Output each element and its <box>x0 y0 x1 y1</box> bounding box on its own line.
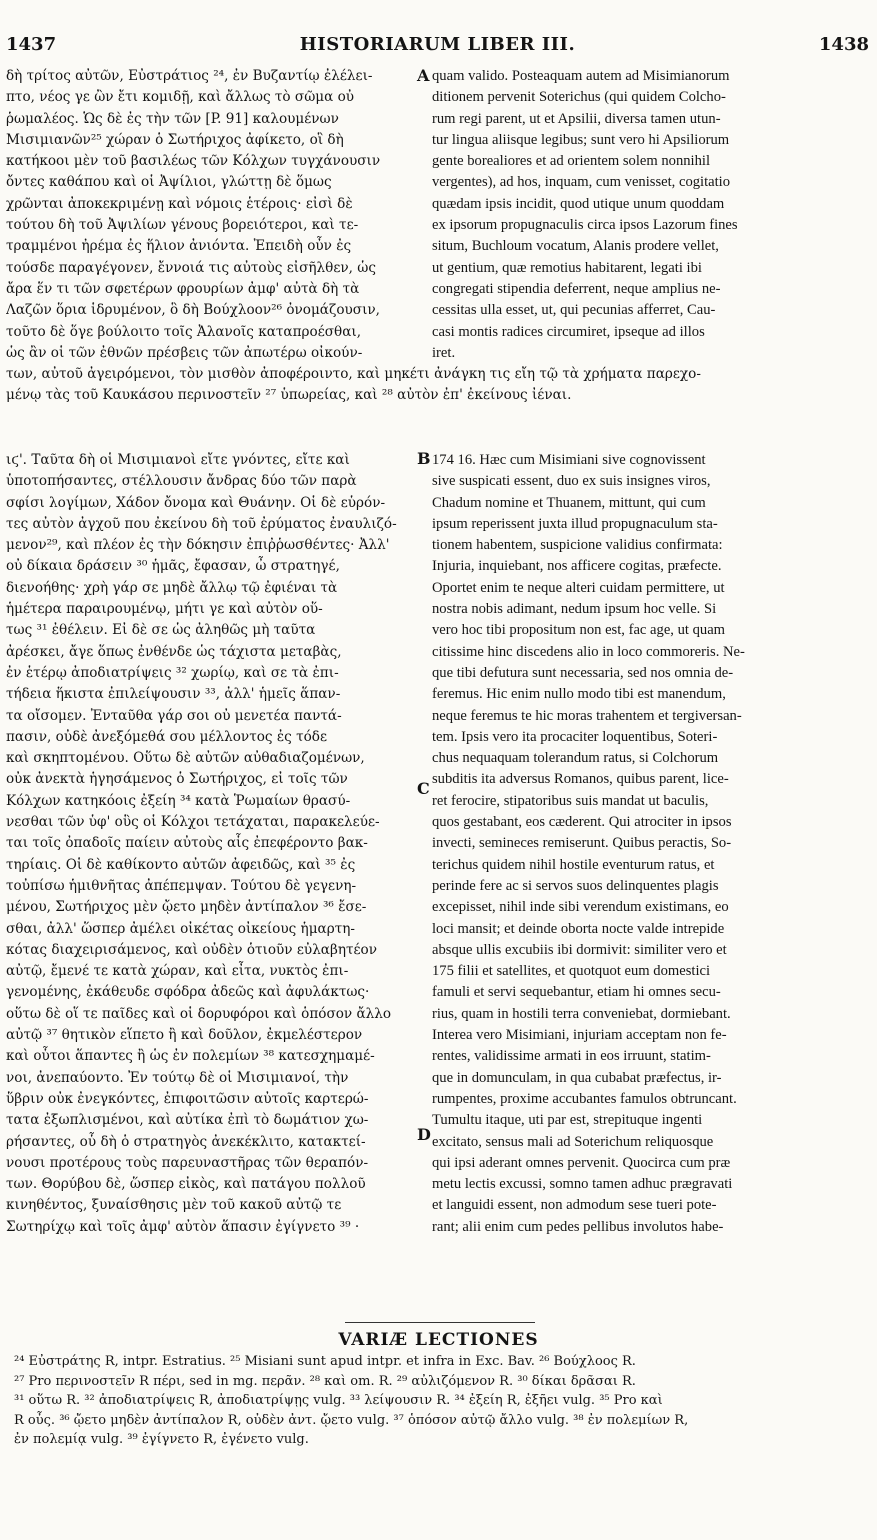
text-line: ὡς ἂν οἱ τῶν ἐθνῶν πρέσβεις τῶν ἀπωτέρω οἰκούν- <box>6 344 363 361</box>
variae-lectiones-title: VARIÆ LECTIONES <box>338 1330 539 1350</box>
text-line: rentes, validissime armati in eos irruunt, statim- <box>432 1048 711 1065</box>
text-line: rius, quam in hostili terra conveniebat, dormiebant. <box>432 1005 731 1022</box>
text-line: ²⁷ Pro περινοστεῖν R πέρι, sed in mg. περᾶν. ²⁸ καὶ om. R. ²⁹ αὐλιζόμενον R. ³⁰ δίκαι δρᾶσαι R. <box>14 1373 636 1389</box>
text-line: τοὐπίσω ἡμιθνῆτας ἀπέπεμψαν. Τούτου δὲ γεγενη- <box>6 877 357 894</box>
text-line: 174 16. Hæc cum Misimiani sive cognovissent <box>432 452 706 468</box>
text-line: ἀρέσκει, ἄγε ὅπως ἐνθένδε ὡς τάχιστα μεταβὰς, <box>6 643 342 660</box>
text-line: κινηθέντος, ξυναίσθησις μὲν τοῦ κακοῦ αὐτῷ τε <box>6 1197 342 1214</box>
text-line: ut gentium, quæ remotius habitarent, legati ibi <box>432 259 702 276</box>
text-line: absque ullis excubiis ibi dormivit: similiter vero et <box>432 941 727 958</box>
margin-marker-b: B <box>417 449 431 468</box>
text-line: tionem habentem, suspicione validius confirmata: <box>432 537 723 554</box>
text-line: δὴ τρίτος αὐτῶν, Εὐστράτιος ²⁴, ἐν Βυζαντίῳ ἐλέλει- <box>6 68 373 84</box>
text-line: situm, Buchloum vocatum, Alanis prodere vellet, <box>432 238 719 255</box>
text-line: καὶ σκηπτομένου. Οὕτω δὲ αὐτῶν αὐθαδιαζομένων, <box>6 750 365 767</box>
text-line: ὄντες καθάπου καὶ οἱ Ἀψίλιοι, γλώττῃ δὲ ὅμως <box>6 174 332 191</box>
text-line: ιϛ'. Ταῦτα δὴ οἱ Μισιμιανοὶ εἴτε γνόντες, εἴτε καὶ <box>6 452 350 468</box>
text-line: αὐτῷ ³⁷ θητικὸν εἵπετο ἢ καὶ δοῦλον, ἐκμελέστερον <box>6 1027 363 1044</box>
left-page-number: 1437 <box>6 34 57 55</box>
text-line: iret. <box>432 344 456 361</box>
text-line: casi montis radices circumiret, ipseque ad illos <box>432 323 705 340</box>
text-line: γενομένης, ἐκάθευδε σφόδρα ἀδεῶς καὶ ἀφυλάκτως· <box>6 984 370 1001</box>
text-line: ὕβριν οὐκ ἐνεγκόντες, ἐπιφοιτῶσιν αὐτοῖς καρτερώ- <box>6 1090 369 1107</box>
text-line: ῥωμαλέος. Ὡς δὲ ἐς τὴν τῶν [P. 91] καλουμένων <box>6 110 339 127</box>
text-line: tem. Ipsis vero ita procaciter loquentibus, Soteri- <box>432 728 718 745</box>
text-line: ipsum reperissent juxta illud propugnaculum sta- <box>432 515 718 532</box>
text-line: excepisset, nihil inde sibi verendum existimans, eo <box>432 899 729 916</box>
text-line: terichus quidem nihil hostile eventurum ratus, et <box>432 856 715 873</box>
text-line: et languidi essent, non admodum sese tueri pote- <box>432 1197 717 1214</box>
text-line: τραμμένοι ἠρέμα ἐς ἥλιον ἀνιόντα. Ἐπειδὴ οὖν ἐς <box>6 238 352 255</box>
text-line: vergentes), ad hos, inquam, cum venisset, cogitatio <box>432 174 731 191</box>
text-line: Tumultu itaque, uti par est, strepituque ingenti <box>432 1112 703 1129</box>
text-line: que in domunculam, in qua cubabat præfectus, ir- <box>432 1069 722 1086</box>
text-line: σφίσι λογίμων, Χάδον ὄνομα καὶ Θυάνην. Οἱ δὲ εὑρόν- <box>6 494 386 511</box>
text-line: ὑποτοπήσαντες, στέλλουσιν ἄνδρας δύο τῶν παρὰ <box>6 473 357 490</box>
text-line: neque feremus te hic moras trahentem et tergiversan- <box>432 707 742 724</box>
text-line: ἐν πολεμίᾳ vulg. ³⁹ ἐγίγνετο R, ἐγένετο vulg. <box>14 1432 309 1447</box>
latin-column-bottom <box>432 450 852 1238</box>
latin-column-top <box>432 66 852 364</box>
text-line: ditionem pervenit Soterichus (qui quidem Colcho- <box>432 89 726 106</box>
text-line: των. Θορύβου δὲ, ὥσπερ εἰκὸς, καὶ πατάγου πολλοῦ <box>6 1176 366 1193</box>
text-line: gente borealiores et ad orientem solem nonnihil <box>432 153 711 170</box>
text-line: Λαζῶν ὅρια ἱδρυμένον, ὃ δὴ Βούχλοον²⁶ ὀνομάζουσιν, <box>6 302 380 319</box>
text-line: feremus. Hic enim nullo modo tibi est manendum, <box>432 686 726 703</box>
text-line: κατήκοοι μὲν τοῦ βασιλέως τῶν Κόλχων τυγχάνουσιν <box>6 153 381 170</box>
text-line: Μισιμιανῶν²⁵ χώραν ὁ Σωτήριχος ἀφίκετο, οἳ δὴ <box>6 131 344 148</box>
text-line: que tibi defutura sunt necessaria, sed nos omnia de- <box>432 664 734 681</box>
text-line: οὐ δίκαια δράσειν ³⁰ ἡμᾶς, ἔφασαν, ὦ στρατηγέ, <box>6 558 340 575</box>
text-line: famuli et servi sequebantur, etiam hi omnes secu- <box>432 984 721 1001</box>
text-line: Injuria, inquiebant, nos afficere cogitas, præfecte. <box>432 558 722 575</box>
text-line: metu lectis excussi, somno tamen adhuc prægravati <box>432 1176 733 1193</box>
text-line: πασιν, οὐδὲ ἀνεξόμεθά σου μέλλοντος ἐς τόδε <box>6 728 327 745</box>
text-line: Interea vero Misimiani, injuriam acceptam non fe- <box>432 1027 727 1044</box>
text-line: καὶ οὗτοι ἅπαντες ἢ ὡς ἐν πολεμίων ³⁸ κατεσχημαμέ- <box>6 1048 375 1065</box>
running-title: HISTORIARUM LIBER III. <box>299 34 576 55</box>
text-line: ret ferocire, stipatoribus suis mandat ut baculis, <box>432 792 709 809</box>
text-line: ἄρα ἕν τι τῶν σφετέρων φρουρίων ἀμφ' αὐτὰ δὴ τὰ <box>6 280 360 297</box>
margin-marker-a: A <box>417 66 430 85</box>
text-line: νεσθαι τῶν ὑφ' οὓς οἱ Κόλχοι τετάχαται, παρακελεύε- <box>6 814 380 831</box>
text-line: tur lingua aliisque legibus; sunt vero hi Apsiliorum <box>432 131 730 148</box>
text-line: ρήσαντες, οὗ δὴ ὁ στρατηγὸς ἀνεκέκλιτο, κατακτεί- <box>6 1133 366 1150</box>
margin-marker-c: C <box>417 779 430 798</box>
variae-lectiones <box>14 1352 864 1450</box>
text-line: sive suspicati essent, duo ex suis insignes viros, <box>432 473 711 490</box>
text-line: τοῦτο δὲ ὅγε βούλοιτο τοῖς Ἀλανοῖς καταπροέσθαι, <box>6 323 362 340</box>
margin-marker-d: D <box>417 1125 431 1144</box>
text-line: perinde fere ac si servos suos delinquentes plagis <box>432 877 719 894</box>
text-line: τες αὐτὸν ἀγχοῦ που ἐκείνου δὴ τοῦ ἐρύματος ἐναυλιζό- <box>6 515 397 532</box>
text-line: Chadum nomine et Thuanem, mittunt, qui cum <box>432 494 706 511</box>
text-line: νοι, ἀνεπαύοντο. Ἐν τούτῳ δὲ οἱ Μισιμιανοί, τὴν <box>6 1069 349 1086</box>
text-line: ex ipsorum propugnaculis circa ipsos Lazorum fines <box>432 217 738 234</box>
text-line: qui ipsi aderant omnes pervenit. Quocirca cum præ <box>432 1154 731 1171</box>
text-line: invecti, semineces remiserunt. Quibus peractis, So- <box>432 835 732 852</box>
text-line: μένου, Σωτήριχος μὲν ᾤετο μηδὲν ἀντίπαλον ³⁶ ἔσε- <box>6 899 367 916</box>
text-line: rum regi parent, ut et Apsilii, diversa tamen utun- <box>432 110 721 127</box>
text-line: διενοήθης· χρὴ γάρ σε μηδὲ ἄλλῳ τῷ ἐφιέναι τὰ <box>6 579 338 596</box>
text-line: πτο, νέος γε ὢν ἔτι κομιδῇ, καὶ ἄλλως τὸ σῶμα οὐ <box>6 89 355 106</box>
text-line: quædam ipsis incidit, quod utique unum quoddam <box>432 195 725 212</box>
page-header <box>6 34 869 60</box>
text-line: loci mansit; et deinde oborta nocte valde intrepide <box>432 920 725 937</box>
text-line: excitato, sensus mali ad Soterichum reliquosque <box>432 1133 714 1150</box>
text-line: Κόλχων κατηκόοις ἐξείη ³⁴ κατὰ Ῥωμαίων θρασύ- <box>6 792 351 809</box>
text-line: τηρίαις. Οἱ δὲ καθίκοντο αὐτῶν ἀφειδῶς, καὶ ³⁵ ἐς <box>6 856 356 873</box>
divider-rule <box>345 1322 535 1323</box>
text-line: μένῳ τὰς τοῦ Καυκάσου περινοστεῖν ²⁷ ὑπωρείας, καὶ ²⁸ αὐτὸν ἐπ' ἐκείνους ἰέναι. <box>6 387 572 404</box>
text-line: ἐν ἑτέρῳ ἀποδιατρίψεις ³² χωρίῳ, καὶ σε τὰ ἐπι- <box>6 664 339 681</box>
text-line: chus nequaquam tolerandum ratus, si Colchorum <box>432 750 719 767</box>
greek-column-bottom <box>6 450 416 1238</box>
text-line: quam valido. Posteaquam autem ad Misimianorum <box>432 68 730 84</box>
text-line: τούσδε παραγέγονεν, ἔννοιά τις αὐτοὺς εἰσῆλθεν, ὡς <box>6 259 376 276</box>
text-line: Oportet enim te neque alteri cuidam permittere, ut <box>432 579 725 596</box>
text-line: subditis ita adversus Romanos, quibus parent, lice- <box>432 771 729 788</box>
text-line: οὕτω δὲ οἵ τε παῖδες καὶ οἱ δορυφόροι καὶ ὁπόσον ἄλλο <box>6 1005 392 1022</box>
text-line: ται τοῖς ὀπαδοῖς παίειν αὐτοὺς αἷς ἐπεφέροντο βακ- <box>6 835 368 852</box>
text-line: μενον²⁹, καὶ πλέον ἐς τὴν δόκησιν ἐπιῤῥωσθέντες· Ἀλλ' <box>6 537 390 554</box>
text-line: τως ³¹ ἐθέλειν. Εἰ δὲ σε ὡς ἀληθῶς μὴ ταῦτα <box>6 622 316 639</box>
text-line: citissime hinc discedens alio in loco commoreris. Ne- <box>432 643 745 660</box>
text-line: rumpentes, proxime accubantes famulos obtruncant. <box>432 1090 737 1107</box>
text-line: οὐκ ἀνεκτὰ ἡγησάμενος ὁ Σωτήριχος, εἰ τοῖς τῶν <box>6 771 348 788</box>
text-line: των, αὐτοῦ ἀγειρόμενοι, τὸν μισθὸν ἀποφέροιντο, καὶ μηκέτι ἀνάγκη τις εἴη τῷ τὰ χρήματα παρεχο- <box>6 366 701 382</box>
greek-column-top <box>6 66 416 364</box>
text-line: τήδεια ἥκιστα ἐπιλείψουσιν ³³, ἀλλ' ἡμεῖς ἅπαν- <box>6 686 341 703</box>
right-page-number: 1438 <box>818 34 869 55</box>
text-line: νουσι προτέρους τοὺς παρευναστῆρας τῶν θεραπόν- <box>6 1154 369 1171</box>
text-line: ³¹ οὕτω R. ³² ἀποδιατρίψεις R, ἀποδιατρίψῃς vulg. ³³ λείψουσιν R. ³⁴ ἐξείη R, ἐξῆει vulg. ³⁵ Pro καὶ <box>14 1393 663 1408</box>
full-width-lines <box>6 364 866 407</box>
text-line: R οὖς. ³⁶ ᾤετο μηδὲν ἀντίπαλον R, οὐδὲν ἀντ. ᾤετο vulg. ³⁷ ὁπόσον αὐτῷ ἄλλο vulg. ³⁸ ἐν πολεμίων R, <box>14 1412 689 1428</box>
text-line: 175 filii et satellites, et quotquot eum domestici <box>432 963 711 980</box>
text-line: ²⁴ Εὐστράτης R, intpr. Estratius. ²⁵ Misiani sunt apud intpr. et infra in Exc. Bav. ²⁶ Βούχλοος R. <box>14 1354 636 1369</box>
text-line: vero hoc tibi propositum non est, fac age, ut quam <box>432 622 726 639</box>
text-line: χρῶνται ἀποκεκριμένῃ καὶ νόμοις ἑτέροις· εἰσὶ δὲ <box>6 195 353 212</box>
text-line: ἡμέτερα παραιρουμένῳ, μήτι γε καὶ αὐτὸν οὕ- <box>6 601 323 618</box>
text-line: Σωτηρίχῳ καὶ τοῖς ἀμφ' αὐτὸν ἅπασιν ἐγίγνετο ³⁹ · <box>6 1218 360 1235</box>
text-line: αὐτῷ, ἔμενέ τε κατὰ χώραν, καὶ εἶτα, νυκτὸς ἐπι- <box>6 963 349 980</box>
text-line: τατα ἐξωπλισμένοι, καὶ αὐτίκα ἐπὶ τὸ δωμάτιον χω- <box>6 1112 369 1129</box>
text-line: τα οἴσομεν. Ἐνταῦθα γάρ σοι οὐ μενετέα παντά- <box>6 707 342 724</box>
text-line: κότας διαχειρισάμενος, καὶ οὐδὲν ὁτιοῦν εὐλαβητέον <box>6 941 378 958</box>
text-line: rant; alii enim cum pedes pellibus involutos habe- <box>432 1218 724 1235</box>
text-line: nostra nobis adimant, nedum ipsum hoc velle. Si <box>432 601 717 618</box>
text-line: congregati stipendia deferrent, neque amplius ne- <box>432 280 721 297</box>
text-line: quos gestabant, eos cæderent. Qui atrociter in ipsos <box>432 814 732 831</box>
text-line: cessitas ulla esset, ut, qui pecunias afferret, Cau- <box>432 302 716 319</box>
text-line: τούτου δὴ τοῦ Ἀψιλίων γένους βορειότεροι, καὶ τε- <box>6 217 359 234</box>
text-line: σθαι, ἀλλ' ὥσπερ ἀμέλει οἰκέτας οἰκείους ἡμαρτη- <box>6 920 355 937</box>
